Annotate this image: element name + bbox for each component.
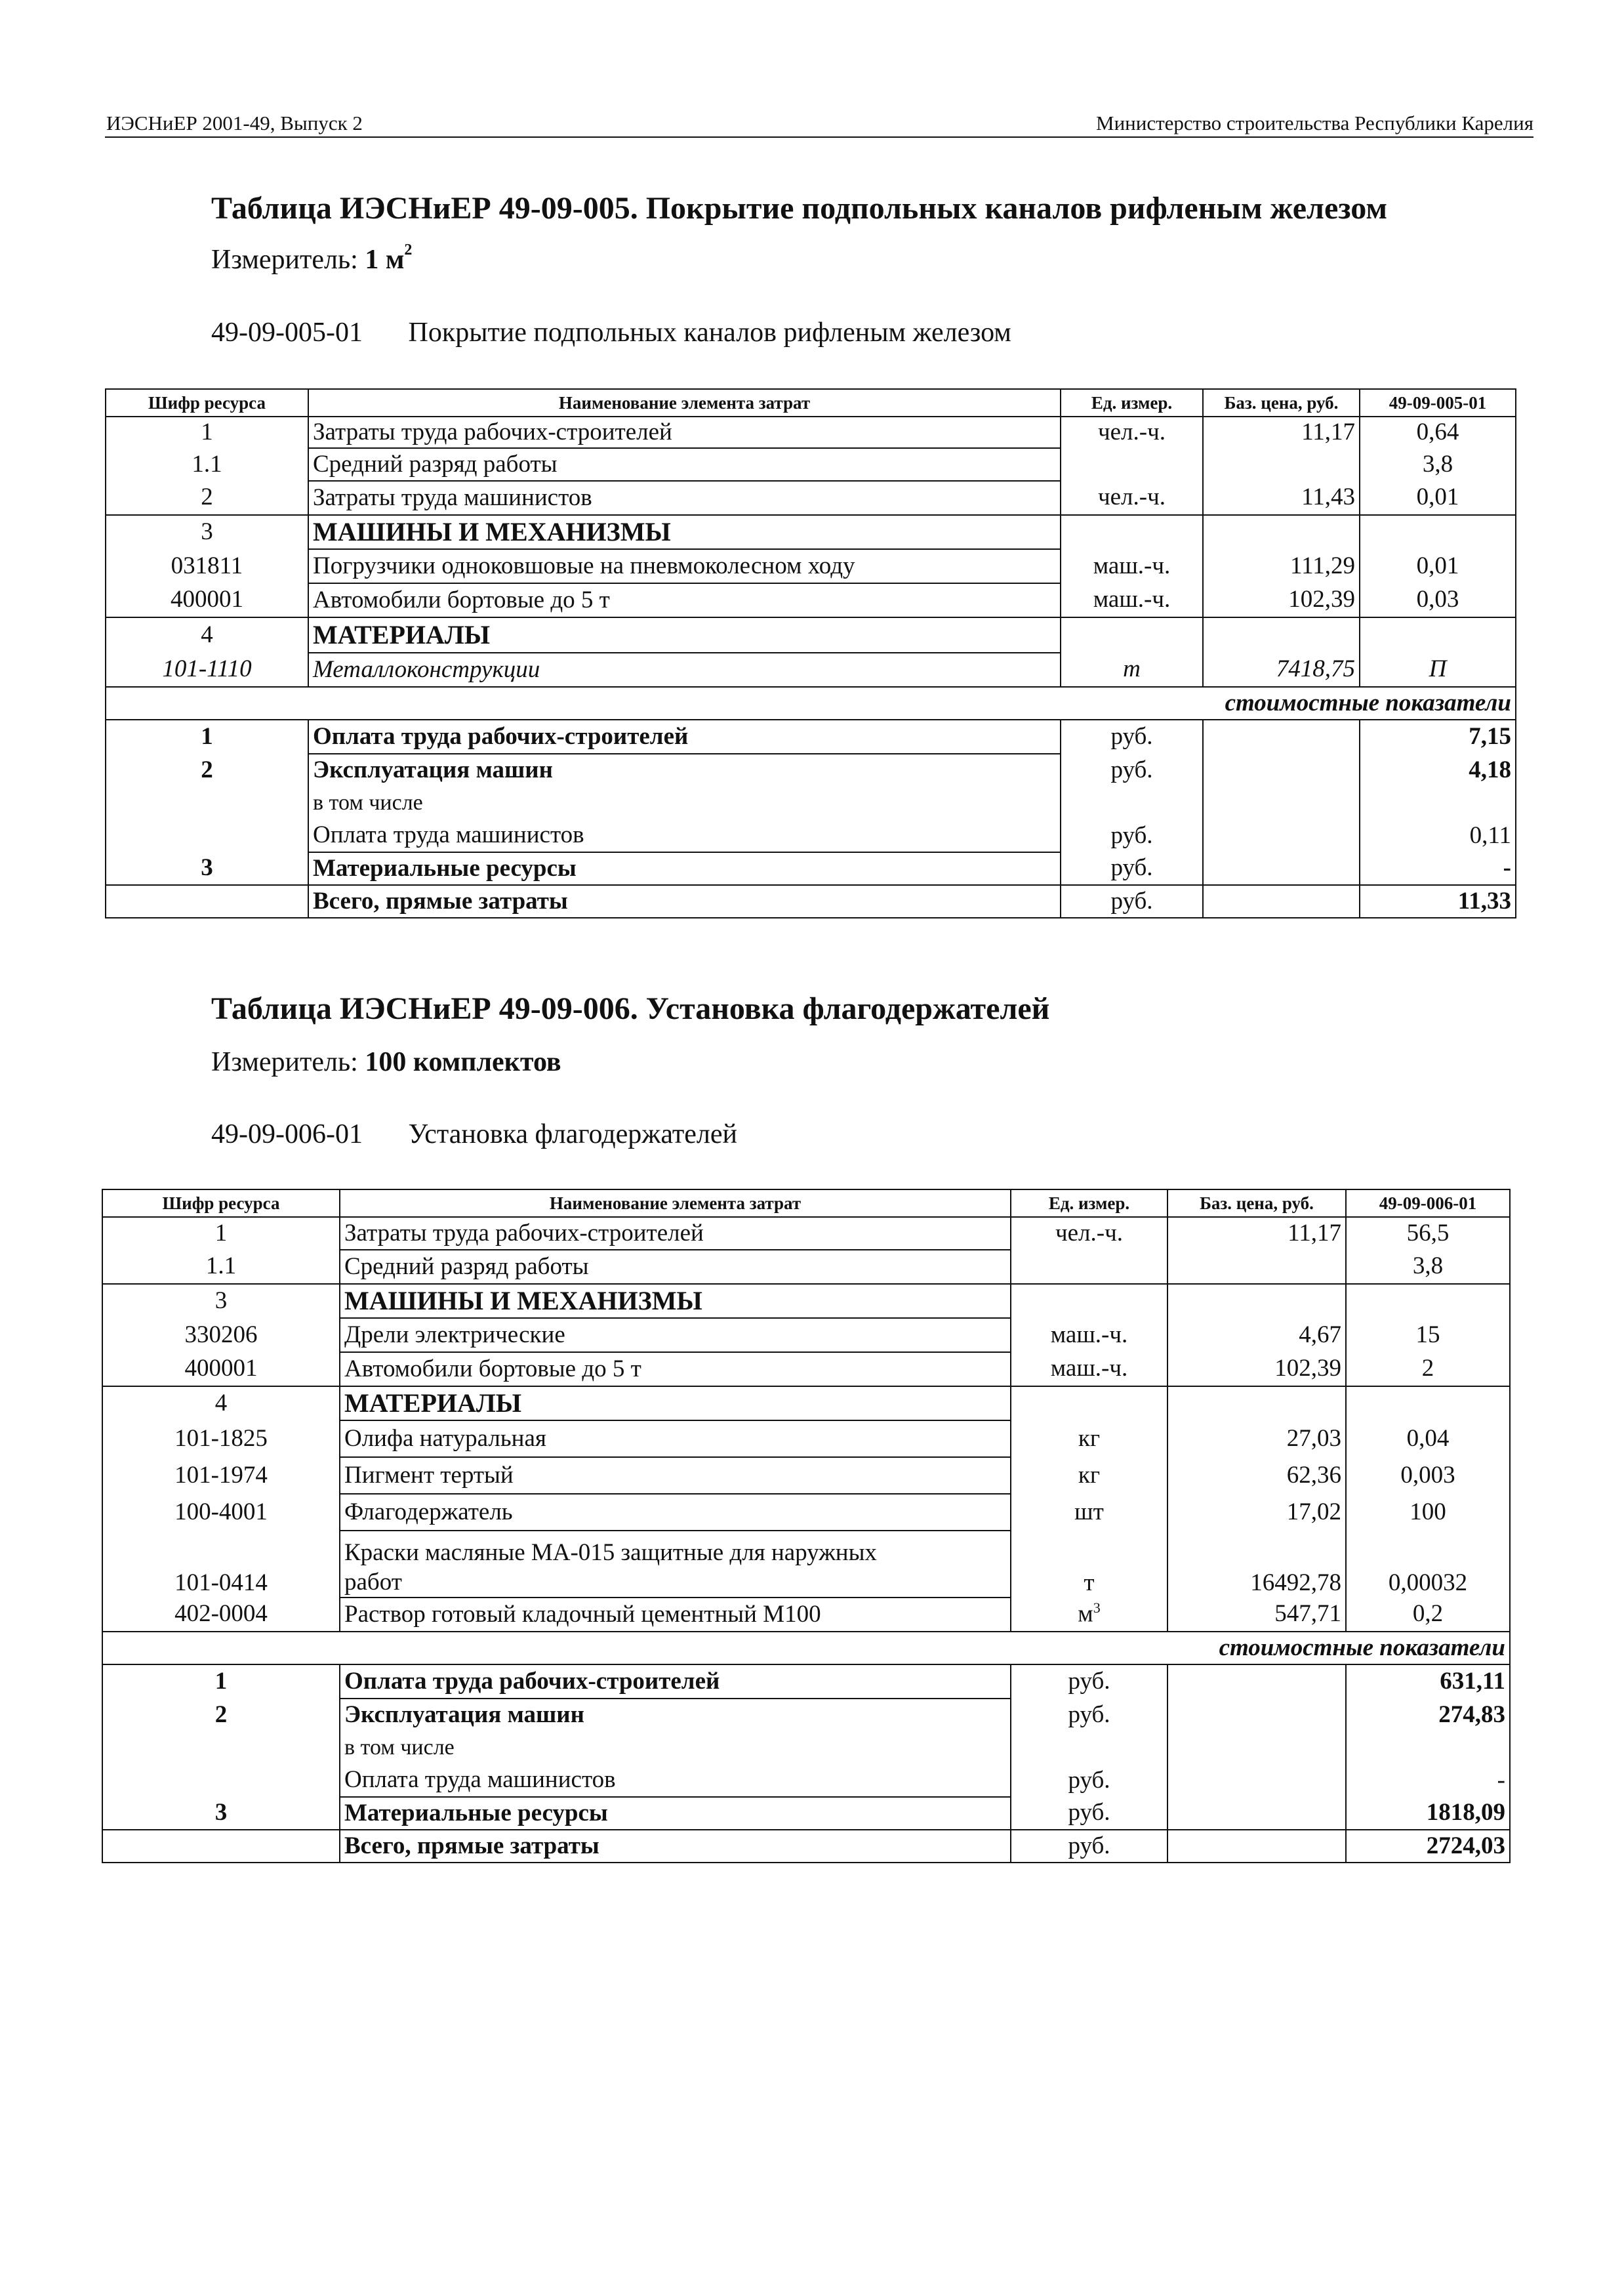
row-value: 3,8: [1346, 1250, 1510, 1284]
cost-code: [102, 1830, 340, 1863]
col-header-price: Баз. цена, руб.: [1167, 1189, 1346, 1217]
cost-empty: [1203, 787, 1360, 819]
col-header-unit: Ед. измер.: [1061, 389, 1203, 417]
cost-row: [102, 1764, 1510, 1797]
row-code: 400001: [106, 583, 308, 617]
cost-code: [106, 885, 308, 918]
cost-code: [106, 787, 308, 819]
table-row: [102, 1284, 1510, 1318]
row-unit-sup: 3: [1093, 1599, 1101, 1617]
row-name: Средний разряд работы: [340, 1250, 1011, 1284]
row-value: 2: [1346, 1352, 1510, 1386]
row-name: Флагодержатель: [340, 1494, 1011, 1531]
row-unit: чел.-ч.: [1061, 481, 1203, 515]
row-name: Автомобили бортовые до 5 т: [340, 1352, 1011, 1386]
table-row: [106, 481, 1516, 515]
table2-sub-code: 49-09-006-01: [211, 1119, 363, 1149]
table2-sub-name: Установка флагодержателей: [408, 1119, 737, 1149]
row-value: 0,003: [1346, 1457, 1510, 1494]
row-price: 11,17: [1167, 1217, 1346, 1250]
row-code: 101-1974: [102, 1457, 340, 1494]
table1-grid: [105, 388, 1516, 918]
row-unit: [1061, 515, 1203, 549]
header-rule: [105, 136, 1533, 138]
row-name: Автомобили бортовые до 5 т: [308, 583, 1061, 617]
row-name: МАТЕРИАЛЫ: [340, 1386, 1011, 1420]
cost-header: стоимостные показатели: [102, 1632, 1510, 1664]
table1-measure-label: Измеритель:: [211, 245, 358, 275]
row-unit: [1061, 617, 1203, 653]
row-code: 101-0414: [102, 1531, 340, 1598]
col-header-unit: Ед. измер.: [1011, 1189, 1167, 1217]
row-name: Средний разряд работы: [308, 448, 1061, 481]
row-price: 11,17: [1203, 417, 1360, 448]
row-unit: [1011, 1250, 1167, 1284]
row-code: 101-1825: [102, 1420, 340, 1457]
cost-total-row: [106, 885, 1516, 918]
row-name: [340, 1531, 1011, 1598]
row-value: 0,2: [1346, 1598, 1510, 1632]
cost-unit: руб.: [1061, 754, 1203, 787]
row-price: [1167, 1250, 1346, 1284]
row-value: [1360, 617, 1516, 653]
row-code: 330206: [102, 1318, 340, 1352]
table2-grid: [102, 1189, 1511, 1863]
cost-value: -: [1346, 1764, 1510, 1797]
row-name: Затраты труда рабочих-строителей: [308, 417, 1061, 448]
table1-header-row: [106, 389, 1516, 417]
cost-row: [106, 819, 1516, 852]
cost-code: 1: [106, 720, 308, 754]
cost-row: [102, 1664, 1510, 1699]
row-name: Погрузчики одноковшовые на пневмоколесном ходу: [308, 549, 1061, 583]
table2-subtitle: [211, 1119, 737, 1150]
row-price: 62,36: [1167, 1457, 1346, 1494]
cost-name: Материальные ресурсы: [308, 852, 1061, 885]
table-row: [102, 1250, 1510, 1284]
table-row: [102, 1352, 1510, 1386]
cost-code: [102, 1731, 340, 1764]
row-name: Олифа натуральная: [340, 1420, 1011, 1457]
table-row: [106, 515, 1516, 549]
row-unit: шт: [1011, 1494, 1167, 1531]
cost-code: 2: [102, 1699, 340, 1731]
row-name: Раствор готовый кладочный цементный М100: [340, 1598, 1011, 1632]
row-code: 400001: [102, 1352, 340, 1386]
row-unit: чел.-ч.: [1061, 417, 1203, 448]
row-price: [1167, 1284, 1346, 1318]
col-header-norm: 49-09-006-01: [1346, 1189, 1510, 1217]
col-header-code: Шифр ресурса: [102, 1189, 340, 1217]
table1-measure: [211, 241, 413, 276]
row-value: 0,01: [1360, 481, 1516, 515]
table1-subtitle: [211, 317, 1011, 348]
cost-value: 631,11: [1346, 1664, 1510, 1699]
cost-row: [106, 720, 1516, 754]
cost-header: стоимостные показатели: [106, 687, 1516, 720]
cost-name: Эксплуатация машин: [340, 1699, 1011, 1731]
cost-unit: руб.: [1011, 1830, 1167, 1863]
cost-value: 2724,03: [1346, 1830, 1510, 1863]
cost-code: 3: [106, 852, 308, 885]
table-row: [106, 417, 1516, 448]
cost-value: 0,11: [1360, 819, 1516, 852]
row-unit: [1061, 448, 1203, 481]
row-unit-text: м: [1078, 1600, 1093, 1628]
cost-empty: [1167, 1764, 1346, 1797]
table-row: [102, 1494, 1510, 1531]
row-name: Металлоконструкции: [308, 653, 1061, 687]
cost-row: [106, 787, 1516, 819]
row-value: [1346, 1386, 1510, 1420]
cost-name: Оплата труда машинистов: [340, 1764, 1011, 1797]
row-code: 031811: [106, 549, 308, 583]
table2-header-row: [102, 1189, 1510, 1217]
row-price: 17,02: [1167, 1494, 1346, 1531]
cost-value: 274,83: [1346, 1699, 1510, 1731]
table-row: [102, 1386, 1510, 1420]
cost-unit: руб.: [1061, 852, 1203, 885]
row-unit: [1011, 1598, 1167, 1632]
cost-row: [102, 1699, 1510, 1731]
cost-row: [106, 852, 1516, 885]
cost-name: Материальные ресурсы: [340, 1797, 1011, 1830]
row-code: 4: [106, 617, 308, 653]
row-code: 1: [102, 1217, 340, 1250]
row-value: [1360, 515, 1516, 549]
table-row: [102, 1420, 1510, 1457]
row-unit: маш.-ч.: [1061, 549, 1203, 583]
row-code: 1.1: [106, 448, 308, 481]
cost-code: 1: [102, 1664, 340, 1699]
cost-total-row: [102, 1830, 1510, 1863]
cost-code: [106, 819, 308, 852]
cost-empty: [1167, 1797, 1346, 1830]
row-price: 111,29: [1203, 549, 1360, 583]
row-price: 4,67: [1167, 1318, 1346, 1352]
cost-name: Всего, прямые затраты: [308, 885, 1061, 918]
cost-unit: руб.: [1011, 1797, 1167, 1830]
row-price: 102,39: [1203, 583, 1360, 617]
row-unit: т: [1011, 1531, 1167, 1598]
cost-empty: [1167, 1731, 1346, 1764]
cost-code: 2: [106, 754, 308, 787]
cost-name: Оплата труда машинистов: [308, 819, 1061, 852]
row-unit: чел.-ч.: [1011, 1217, 1167, 1250]
cost-header-row: [106, 687, 1516, 720]
row-price: 16492,78: [1167, 1531, 1346, 1598]
row-value: 0,01: [1360, 549, 1516, 583]
cost-empty: [1203, 852, 1360, 885]
cost-name: Всего, прямые затраты: [340, 1830, 1011, 1863]
cost-unit: руб.: [1011, 1699, 1167, 1731]
running-header-right: Министерство строительства Республики Карелия: [1096, 112, 1533, 134]
cost-unit: руб.: [1061, 819, 1203, 852]
table-row: [102, 1531, 1510, 1598]
table-row: [106, 583, 1516, 617]
table-row: [102, 1457, 1510, 1494]
table-row: [106, 617, 1516, 653]
cost-name: Оплата труда рабочих-строителей: [340, 1664, 1011, 1699]
row-value: 0,00032: [1346, 1531, 1510, 1598]
row-name-line: работ: [344, 1568, 402, 1596]
cost-unit: руб.: [1011, 1764, 1167, 1797]
row-value: 3,8: [1360, 448, 1516, 481]
cost-name: Эксплуатация машин: [308, 754, 1061, 787]
table-row: [102, 1318, 1510, 1352]
table1-title: Таблица ИЭСНиЕР 49-09-005. Покрытие подпольных каналов рифленым железом: [211, 191, 1388, 226]
row-price: [1203, 515, 1360, 549]
col-header-price: Баз. цена, руб.: [1203, 389, 1360, 417]
col-header-code: Шифр ресурса: [106, 389, 308, 417]
cost-header-row: [102, 1632, 1510, 1664]
table-row: [106, 653, 1516, 687]
cost-name: в том числе: [340, 1731, 1011, 1764]
row-name: МАТЕРИАЛЫ: [308, 617, 1061, 653]
table2-measure-value: 100 комплектов: [365, 1047, 561, 1077]
row-code: 3: [102, 1284, 340, 1318]
row-name: МАШИНЫ И МЕХАНИЗМЫ: [308, 515, 1061, 549]
table-row: [106, 448, 1516, 481]
cost-row: [106, 754, 1516, 787]
cost-value: 1818,09: [1346, 1797, 1510, 1830]
row-unit: т: [1061, 653, 1203, 687]
cost-unit: [1061, 787, 1203, 819]
cost-row: [102, 1731, 1510, 1764]
row-code: 4: [102, 1386, 340, 1420]
cost-empty: [1167, 1830, 1346, 1863]
row-value: 0,64: [1360, 417, 1516, 448]
table1-sub-code: 49-09-005-01: [211, 318, 363, 348]
row-price: [1167, 1386, 1346, 1420]
cost-name: Оплата труда рабочих-строителей: [308, 720, 1061, 754]
row-name: Затраты труда рабочих-строителей: [340, 1217, 1011, 1250]
row-name: Затраты труда машинистов: [308, 481, 1061, 515]
row-value: П: [1360, 653, 1516, 687]
row-code: 1.1: [102, 1250, 340, 1284]
table2-measure-label: Измеритель:: [211, 1047, 358, 1077]
cost-name: в том числе: [308, 787, 1061, 819]
row-unit: [1011, 1386, 1167, 1420]
row-unit: [1011, 1284, 1167, 1318]
row-price: [1203, 448, 1360, 481]
cost-empty: [1203, 754, 1360, 787]
col-header-name: Наименование элемента затрат: [340, 1189, 1011, 1217]
table1-sub-name: Покрытие подпольных каналов рифленым железом: [408, 318, 1011, 348]
row-unit: кг: [1011, 1457, 1167, 1494]
cost-empty: [1167, 1699, 1346, 1731]
row-value: 0,04: [1346, 1420, 1510, 1457]
table1-measure-value: 1 м: [365, 245, 405, 275]
row-name-line: Краски масляные МА-015 защитные для наружных: [344, 1539, 877, 1567]
row-name: МАШИНЫ И МЕХАНИЗМЫ: [340, 1284, 1011, 1318]
row-code: 402-0004: [102, 1598, 340, 1632]
cost-value: -: [1360, 852, 1516, 885]
row-value: 56,5: [1346, 1217, 1510, 1250]
row-code: 2: [106, 481, 308, 515]
table2-measure: [211, 1046, 561, 1078]
cost-code: 3: [102, 1797, 340, 1830]
row-price: [1203, 617, 1360, 653]
row-value: [1346, 1284, 1510, 1318]
row-name: Дрели электрические: [340, 1318, 1011, 1352]
row-unit: кг: [1011, 1420, 1167, 1457]
row-price: 7418,75: [1203, 653, 1360, 687]
row-price: 11,43: [1203, 481, 1360, 515]
cost-unit: руб.: [1061, 885, 1203, 918]
cost-unit: [1011, 1731, 1167, 1764]
cost-value: 4,18: [1360, 754, 1516, 787]
table2-title: Таблица ИЭСНиЕР 49-09-006. Установка флагодержателей: [211, 991, 1050, 1026]
row-code: 1: [106, 417, 308, 448]
table1-measure-sup: 2: [404, 241, 413, 258]
table-row: [106, 549, 1516, 583]
cost-unit: руб.: [1011, 1664, 1167, 1699]
row-price: 547,71: [1167, 1598, 1346, 1632]
cost-value: [1346, 1731, 1510, 1764]
row-name: Пигмент тертый: [340, 1457, 1011, 1494]
col-header-norm: 49-09-005-01: [1360, 389, 1516, 417]
cost-empty: [1203, 819, 1360, 852]
row-value: 15: [1346, 1318, 1510, 1352]
row-price: 102,39: [1167, 1352, 1346, 1386]
cost-unit: руб.: [1061, 720, 1203, 754]
row-value: 0,03: [1360, 583, 1516, 617]
cost-value: 11,33: [1360, 885, 1516, 918]
row-price: 27,03: [1167, 1420, 1346, 1457]
row-unit: маш.-ч.: [1061, 583, 1203, 617]
cost-empty: [1203, 885, 1360, 918]
row-code: 101-1110: [106, 653, 308, 687]
cost-empty: [1167, 1664, 1346, 1699]
col-header-name: Наименование элемента затрат: [308, 389, 1061, 417]
cost-code: [102, 1764, 340, 1797]
running-header-left: ИЭСНиЕР 2001-49, Выпуск 2: [106, 112, 363, 134]
row-unit: маш.-ч.: [1011, 1352, 1167, 1386]
table-row: [102, 1217, 1510, 1250]
row-value: 100: [1346, 1494, 1510, 1531]
row-code: 100-4001: [102, 1494, 340, 1531]
row-unit: маш.-ч.: [1011, 1318, 1167, 1352]
cost-row: [102, 1797, 1510, 1830]
cost-value: [1360, 787, 1516, 819]
table-row: [102, 1598, 1510, 1632]
cost-empty: [1203, 720, 1360, 754]
cost-value: 7,15: [1360, 720, 1516, 754]
row-code: 3: [106, 515, 308, 549]
